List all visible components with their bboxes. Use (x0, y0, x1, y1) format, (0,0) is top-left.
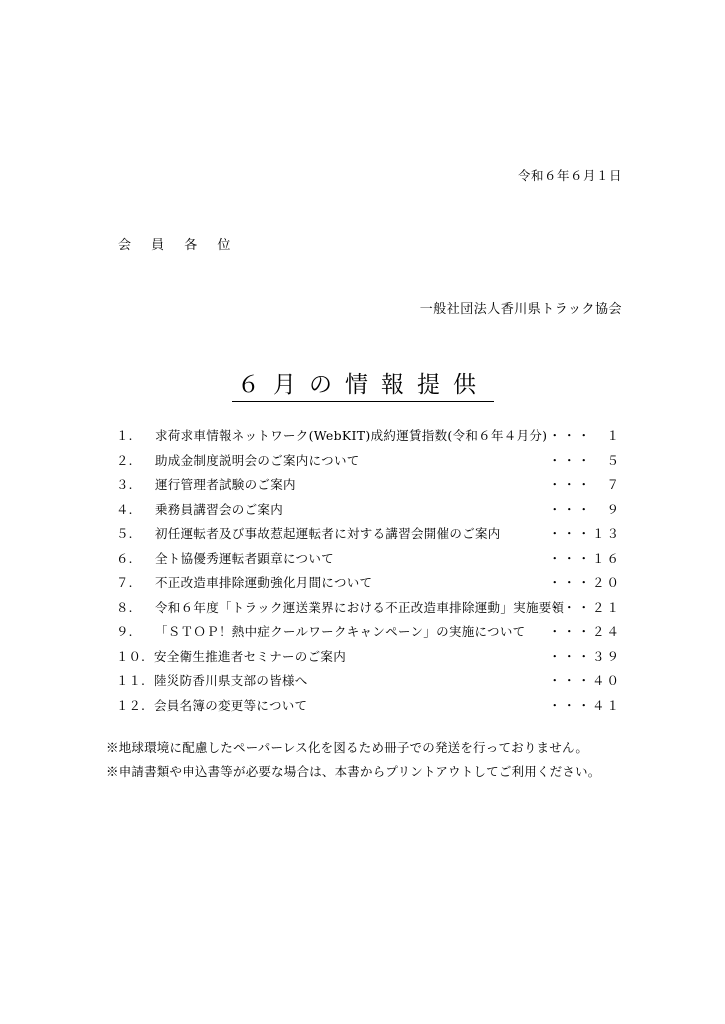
toc-item-page: ・・・ ７ (548, 477, 621, 492)
toc-item-page: ・・・ １ (548, 428, 621, 443)
toc-item-title: 令和６年度「トラック運送業界における不正改造車排除運動」実施要領 (155, 599, 565, 615)
toc-item-number: ６. (116, 550, 133, 566)
toc-item-page: ・・・２１ (548, 599, 621, 615)
toc-item-title: 「ＳＴＯＰ！熱中症クールワークキャンペーン」の実施について (155, 624, 526, 639)
toc-item-title: 求荷求車情報ネットワーク(WebKIT)成約運賃指数(令和６年４月分) (155, 428, 548, 443)
toc-item (0, 475, 725, 500)
issue-date: 令和６年６月１日 (517, 168, 622, 183)
toc-item-page: ・・・１６ (548, 550, 621, 566)
toc-item (0, 524, 725, 549)
toc-item (0, 622, 725, 647)
table-of-contents (0, 426, 725, 720)
toc-item-number: ４. (116, 501, 133, 517)
note-paperless: ※地球環境に配慮したペーパーレス化を図るため冊子での発送を行っておりません。 (106, 740, 589, 755)
toc-item-number: １０. (116, 648, 145, 664)
toc-item-number: ７. (116, 575, 133, 590)
toc-item-title: 会員名簿の変更等について (154, 697, 308, 713)
toc-item-page: ・・・２０ (548, 575, 621, 590)
toc-item-title: 全ト協優秀運転者顕章について (155, 550, 334, 566)
toc-item-title: 安全衛生推進者セミナーのご案内 (154, 648, 347, 664)
toc-item-number: １２. (116, 697, 145, 713)
toc-item (0, 671, 725, 696)
sender-organization: 一般社団法人香川県トラック協会 (419, 302, 622, 317)
toc-item (0, 573, 725, 598)
toc-item-number: ２. (116, 452, 133, 468)
toc-item (0, 696, 725, 721)
toc-item-page: ・・・４１ (548, 697, 621, 713)
toc-item-title: 運行管理者試験のご案内 (155, 477, 296, 492)
toc-item (0, 598, 725, 623)
toc-item-number: ３. (116, 477, 133, 492)
toc-item (0, 549, 725, 574)
toc-item (0, 426, 725, 451)
salutation: 会 員 各 位 (118, 238, 239, 253)
toc-item-title: 初任運転者及び事故惹起運転者に対する講習会開催のご案内 (155, 526, 501, 541)
toc-item-number: １. (116, 428, 133, 443)
toc-item-number: ８. (116, 599, 133, 615)
toc-item (0, 647, 725, 672)
document-title: ６月の情報提供 (232, 366, 494, 402)
note-printout: ※申請書類や申込書等が必要な場合は、本書からプリントアウトしてご利用ください。 (106, 764, 601, 779)
toc-item-title: 不正改造車排除運動強化月間について (155, 575, 373, 590)
notes (106, 738, 600, 786)
toc-item-title: 陸災防香川県支部の皆様へ (154, 673, 308, 688)
toc-item (0, 451, 725, 476)
toc-item-page: ・・・ ９ (548, 501, 621, 517)
toc-item-page: ・・・３９ (548, 648, 621, 664)
toc-item-page: ・・・１３ (548, 526, 621, 541)
toc-item-number: ９. (116, 624, 133, 639)
toc-item-title: 助成金制度説明会のご案内について (155, 452, 360, 468)
toc-item-page: ・・・２４ (548, 624, 621, 639)
toc-item-page: ・・・４０ (548, 673, 621, 688)
toc-item-page: ・・・ ５ (548, 452, 621, 468)
toc-item (0, 500, 725, 525)
toc-item-number: ５. (116, 526, 133, 541)
toc-item-number: １１. (116, 673, 145, 688)
toc-item-title: 乗務員講習会のご案内 (155, 501, 284, 517)
